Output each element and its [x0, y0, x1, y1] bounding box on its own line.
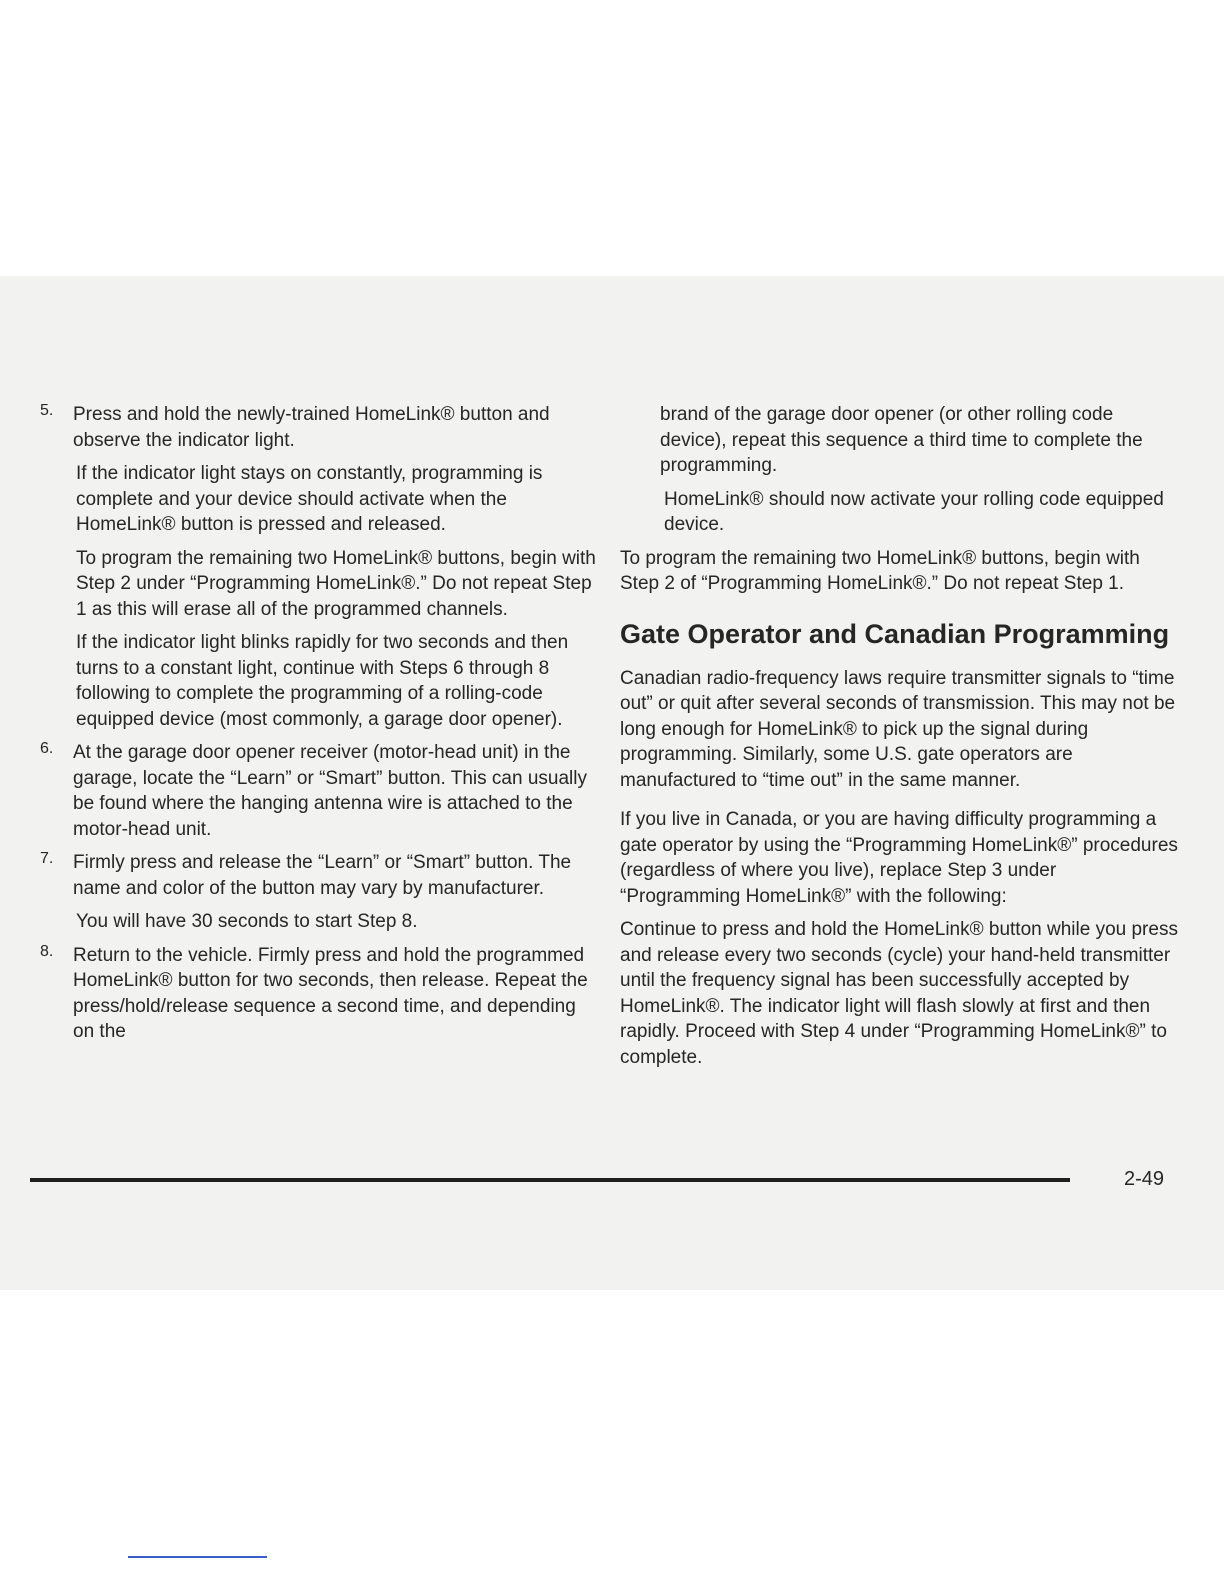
- step-6: [40, 740, 600, 842]
- step-text: Return to the vehicle. Firmly press and hold the programmed HomeLink® button for two seconds, then release. Repeat the press/hold/release sequence a second time, and depending on the: [73, 944, 588, 1042]
- step-text: Firmly press and release the “Learn” or “Smart” button. The name and color of the button may vary by manufacturer.: [73, 852, 572, 899]
- page-number: 2-49: [1124, 1168, 1165, 1190]
- step-paragraph: You will have 30 seconds to start Step 8.: [76, 911, 418, 932]
- paragraph: Continue to press and hold the HomeLink® button while you press and release every two seconds (cycle) your hand-held transmitter until the frequency signal has been successfully accepted by HomeLink®. The indicator light will flash slowly at first and then rapidly. Proceed with Step 4 under “Programming HomeLink®” to complete.: [620, 919, 1178, 1068]
- step-paragraph: If the indicator light stays on constantly, programming is complete and your device should activate when the HomeLink® button is pressed and released.: [76, 463, 543, 535]
- left-column: [40, 402, 600, 1053]
- step-5: [40, 402, 600, 732]
- step-number: 6.: [40, 740, 54, 757]
- footer-rule: [30, 1178, 1070, 1182]
- step-number: 7.: [40, 850, 54, 867]
- paragraph: If you live in Canada, or you are having difficulty programming a gate operator by using the “Programming HomeLink®” procedures (regardless of where you live), replace Step 3 under “Programming HomeLink®” with the following:: [620, 809, 1178, 907]
- step-8-continuation: brand of the garage door opener (or other rolling code device), repeat this sequence a third time to complete the programming.: [660, 404, 1143, 476]
- step-number: 5.: [40, 402, 54, 419]
- step-paragraph: To program the remaining two HomeLink® buttons, begin with Step 2 under “Programming HomeLink®.” Do not repeat Step 1 as this will erase all of the programmed channels.: [76, 547, 596, 620]
- paragraph: Canadian radio-frequency laws require transmitter signals to “time out” or quit after several seconds of transmission. This may not be long enough for HomeLink® to pick up the signal during programming. Similarly, some U.S. gate operators are manufactured to “time out” in the same manner.: [620, 667, 1176, 791]
- right-column: [620, 402, 1180, 1078]
- step-8-note: HomeLink® should now activate your rolling code equipped device.: [664, 488, 1164, 535]
- link-underline[interactable]: [128, 1556, 267, 1558]
- step-text: At the garage door opener receiver (motor-head unit) in the garage, locate the “Learn” or “Smart” button. This can usually be found where the hanging antenna wire is attached to the motor-head unit.: [73, 742, 587, 840]
- section-heading: Gate Operator and Canadian Programming: [620, 618, 1170, 649]
- step-7: [40, 850, 600, 935]
- step-paragraph: If the indicator light blinks rapidly for two seconds and then turns to a constant light, continue with Steps 6 through 8 following to complete the programming of a rolling-code equipped device (most commonly, a garage door opener).: [76, 632, 569, 730]
- step-text: Press and hold the newly-trained HomeLink® button and observe the indicator light.: [73, 404, 550, 451]
- paragraph: To program the remaining two HomeLink® buttons, begin with Step 2 of “Programming HomeLink®.” Do not repeat Step 1.: [620, 547, 1140, 594]
- step-number: 8.: [40, 942, 54, 960]
- step-8: [40, 943, 600, 1045]
